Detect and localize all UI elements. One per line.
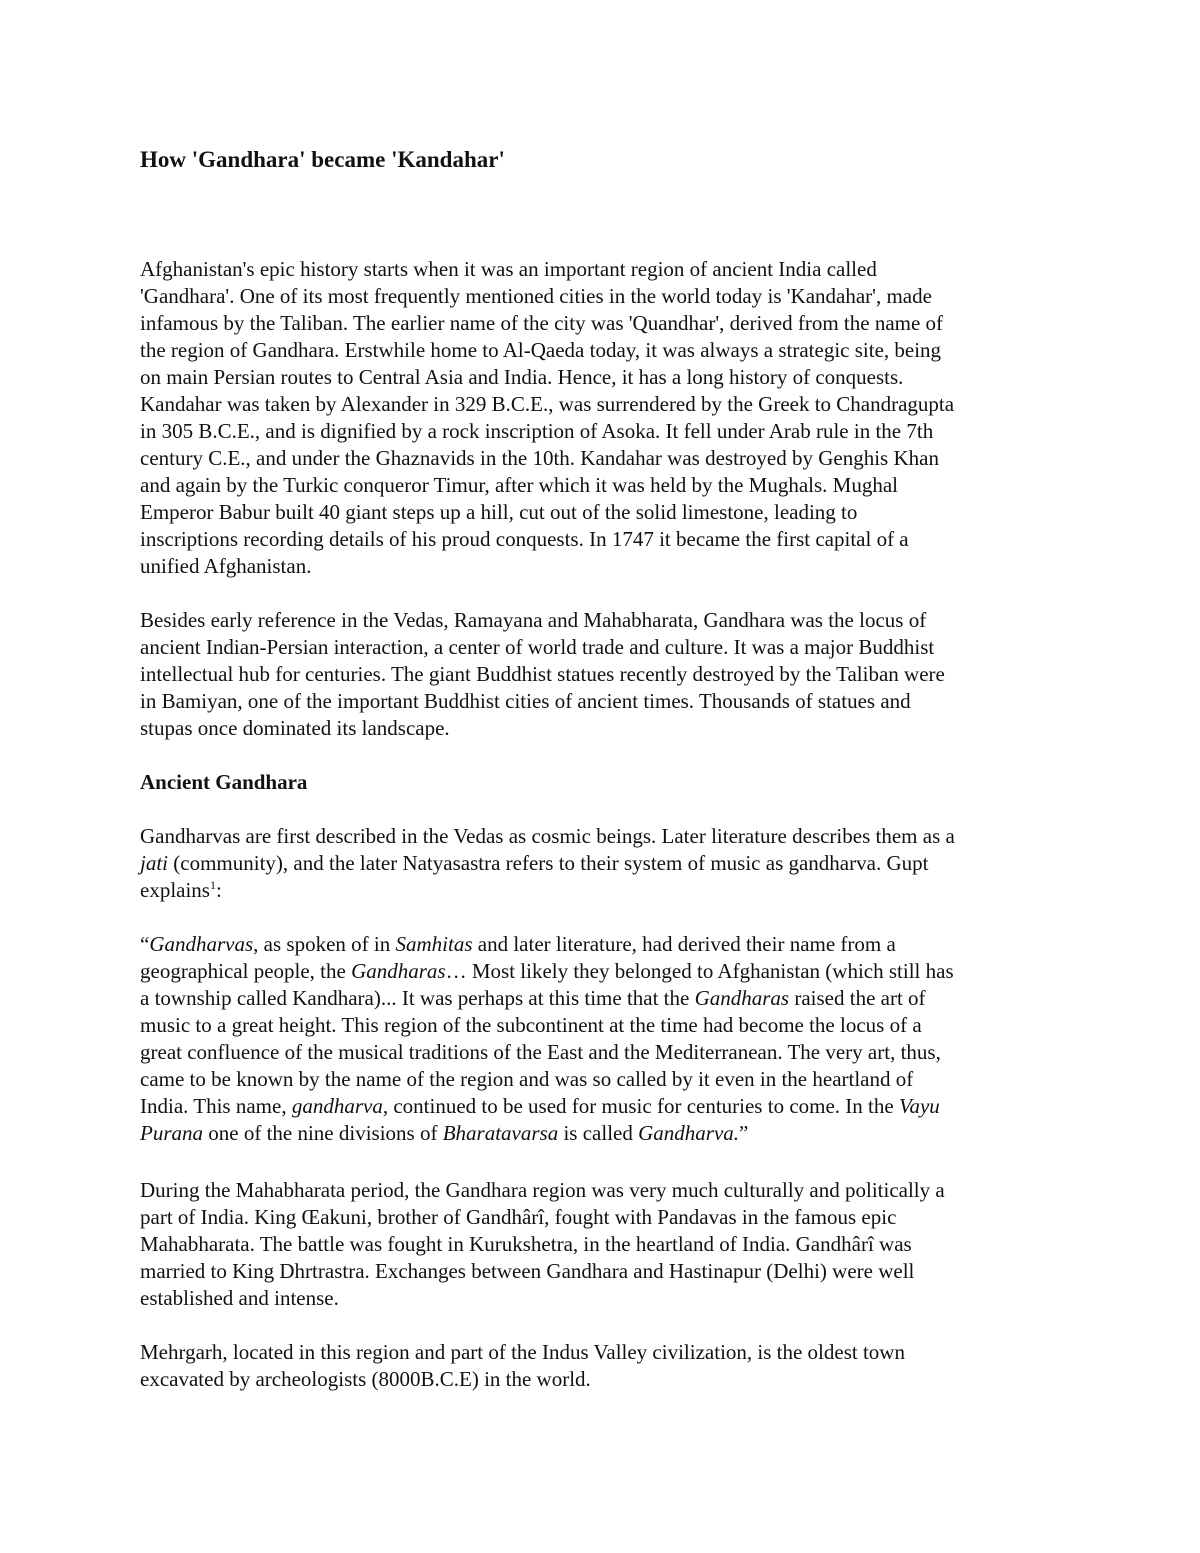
paragraph-4-line: part of India. King Œakuni, brother of Gandhârî, fought with Pandavas in the famous epic	[140, 1205, 897, 1229]
italic-term: Vayu	[898, 1094, 940, 1118]
paragraph-2-line: in Bamiyan, one of the important Buddhist cities of ancient times. Thousands of statues and	[140, 689, 911, 713]
quote-line	[140, 1120, 748, 1147]
italic-term: gandharva	[291, 1094, 383, 1118]
italic-term: Purana	[140, 1121, 203, 1145]
paragraph-4-line: established and intense.	[140, 1286, 339, 1310]
text-run: … Most likely they belonged to Afghanistan (which still has	[445, 959, 954, 983]
italic-term: Gandharas	[351, 959, 446, 983]
paragraph-1-line: infamous by the Taliban. The earlier name of the city was 'Quandhar', derived from the name of	[140, 311, 944, 335]
paragraph-1-line: inscriptions recording details of his proud conquests. In 1747 it became the first capital of a	[140, 527, 909, 551]
text-run: one of the nine divisions of	[203, 1121, 443, 1145]
text-run: (community), and the later Natyasastra refers to their system of music as gandharva. Gupt	[168, 851, 929, 875]
paragraph-2-line: stupas once dominated its landscape.	[140, 716, 450, 740]
text-run: geographical people, the	[140, 959, 352, 983]
paragraph-5-line: excavated by archeologists (8000B.C.E) in the world.	[140, 1367, 591, 1391]
paragraph-5-line: Mehrgarh, located in this region and part of the Indus Valley civilization, is the oldest town	[140, 1340, 905, 1364]
quote-line	[140, 958, 954, 985]
footnote-marker: 1	[209, 878, 216, 892]
text-run: explains	[140, 878, 210, 902]
paragraph-1-line: unified Afghanistan.	[140, 554, 312, 578]
quote-line: great confluence of the musical traditions of the East and the Mediterranean. The very art, thus,	[140, 1040, 941, 1064]
paragraph-1-line: and again by the Turkic conqueror Timur, after which it was held by the Mughals. Mughal	[140, 473, 898, 497]
document-title: How 'Gandhara' became 'Kandahar'	[140, 147, 505, 172]
paragraph-1-line: in 305 B.C.E., and is dignified by a rock inscription of Asoka. It fell under Arab rule in the 7th	[140, 419, 934, 443]
text-run: :	[215, 878, 222, 902]
paragraph-1-line: the region of Gandhara. Erstwhile home to Al-Qaeda today, it was always a strategic site, being	[140, 338, 942, 362]
quote-line	[140, 985, 926, 1012]
paragraph-4-line: married to King Dhrtrastra. Exchanges between Gandhara and Hastinapur (Delhi) were well	[140, 1259, 915, 1283]
text-run: , as spoken of in	[253, 932, 396, 956]
italic-term: Gandharvas	[149, 932, 254, 956]
quote-line	[140, 931, 896, 958]
text-run: India. This name,	[140, 1094, 292, 1118]
paragraph-1-line: Emperor Babur built 40 giant steps up a hill, cut out of the solid limestone, leading to	[140, 500, 858, 524]
italic-term: Gandharas	[694, 986, 790, 1010]
quote-line: music to a great height. This region of the subcontinent at the time had become the locus of a	[140, 1013, 922, 1037]
paragraph-1-line: on main Persian routes to Central Asia and India. Hence, it has a long history of conquests.	[140, 365, 904, 389]
text-run: is called	[558, 1121, 639, 1145]
text-run: raised the art of	[789, 986, 926, 1010]
paragraph-1-line: 'Gandhara'. One of its most frequently mentioned cities in the world today is 'Kandahar', made	[140, 284, 932, 308]
open-quote: “	[140, 932, 150, 956]
text-run: , continued to be used for music for centuries to come. In the	[382, 1094, 899, 1118]
paragraph-3-line	[140, 877, 222, 904]
paragraph-1-line: century C.E., and under the Ghaznavids in the 10th. Kandahar was destroyed by Genghis Khan	[140, 446, 939, 470]
paragraph-3-line	[140, 850, 928, 877]
section-heading: Ancient Gandhara	[140, 770, 308, 794]
paragraph-3-line: Gandharvas are first described in the Vedas as cosmic beings. Later literature describes them as a	[140, 824, 955, 848]
paragraph-2-line: intellectual hub for centuries. The giant Buddhist statues recently destroyed by the Taliban were	[140, 662, 945, 686]
italic-term: Gandharva.	[638, 1121, 740, 1145]
paragraph-4-line: During the Mahabharata period, the Gandhara region was very much culturally and politically a	[140, 1178, 945, 1202]
paragraph-1-line: Kandahar was taken by Alexander in 329 B.C.E., was surrendered by the Greek to Chandragupta	[140, 392, 955, 416]
paragraph-2-line: ancient Indian-Persian interaction, a center of world trade and culture. It was a major Buddhist	[140, 635, 935, 659]
paragraph-2-line: Besides early reference in the Vedas, Ramayana and Mahabharata, Gandhara was the locus of	[140, 608, 927, 632]
paragraph-4-line: Mahabharata. The battle was fought in Kurukshetra, in the heartland of India. Gandhârî was	[140, 1232, 912, 1256]
italic-term: Samhitas	[395, 932, 473, 956]
quote-line: came to be known by the name of the region and was so called by it even in the heartland of	[140, 1067, 914, 1091]
text-run: a township called Kandhara)... It was perhaps at this time that the	[140, 986, 695, 1010]
paragraph-1-line: Afghanistan's epic history starts when it was an important region of ancient India called	[140, 257, 877, 281]
italic-term: Bharatavarsa	[442, 1121, 559, 1145]
quote-line	[140, 1093, 940, 1120]
close-quote: ”	[739, 1121, 749, 1145]
text-run: and later literature, had derived their name from a	[472, 932, 896, 956]
italic-term: jati	[140, 851, 169, 875]
